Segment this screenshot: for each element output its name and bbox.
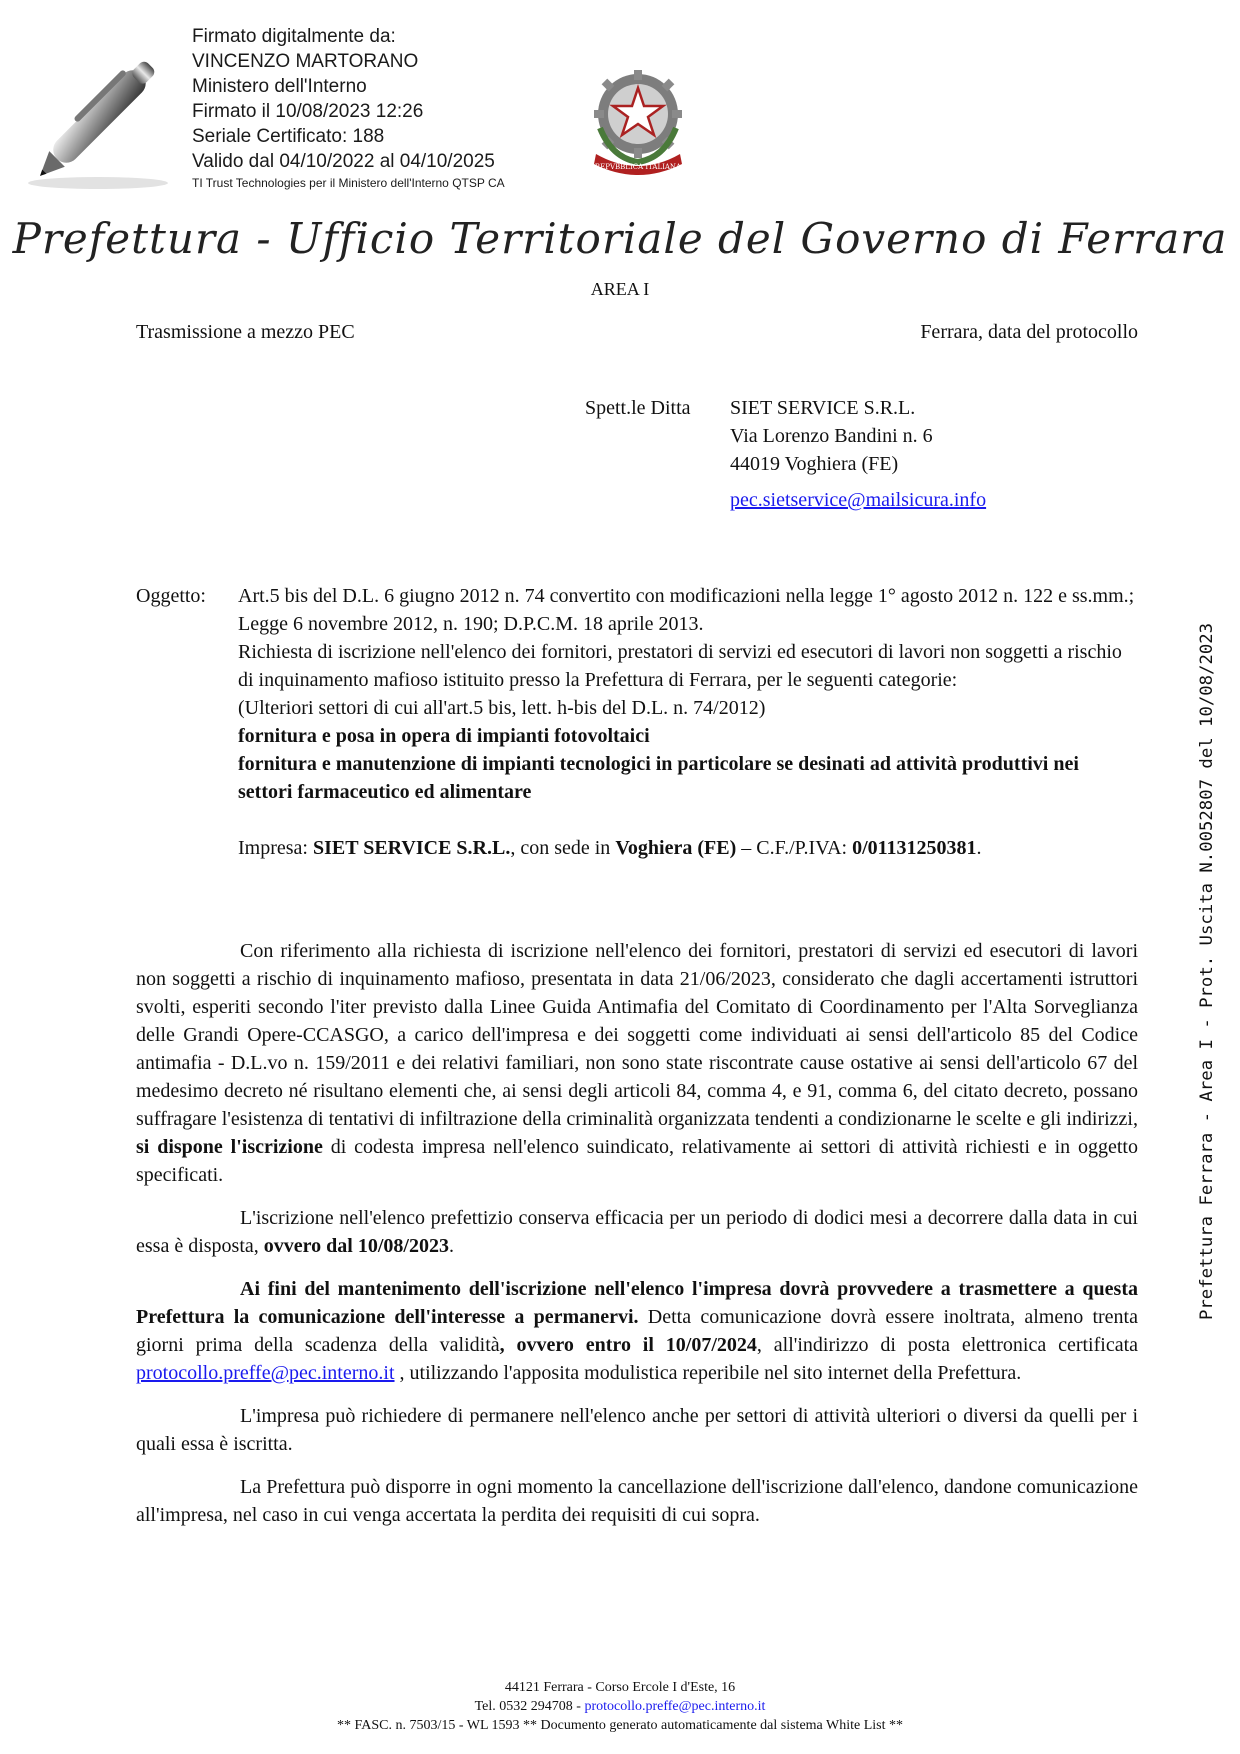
company-name: SIET SERVICE S.R.L. <box>312 837 511 859</box>
body-paragraph-1: Con riferimento alla richiesta di iscrizione nell'elenco dei fornitori, prestatori di servizi ed esecutori di lavori non soggetti a rischio di inquinamento mafioso, presentata in data 21/06/2023, considerato che dagli accertamenti istruttori svolti, esperiti secondo l'iter previsto dalla Linee Guida Antimafia del Comitato di Coordinamento per l'Alta Sorveglianza delle Grandi Opere-CCASGO, a carico dell'impresa e dei soggetti come individuati ai sensi dell'articolo 85 del Codice antimafia - D.L.vo n. 159/2011 e dei relativi familiari, non sono state riscontrate cause ostative ai sensi dell'articolo 67 del medesimo decreto né risultano elementi che, ai sensi degli articoli 84, comma 4, e 91, comma 6, del citato decreto, possano suffragare l'esistenza di tentativi di infiltrazione della criminalità organizzata tendenti a condizionarne le scelte e gli indirizzi, si dispone l'iscrizione di codesta impresa nell'elenco suindicato, relativamente ai settori di attività richiesti e in oggetto specificati. <box>136 940 1138 1186</box>
subject-label: Oggetto: <box>136 585 206 607</box>
certificate-serial: Seriale Certificato: 188 <box>192 126 385 147</box>
footer-email-link[interactable]: protocollo.preffe@pec.interno.it <box>584 1699 766 1714</box>
certificate-authority: TI Trust Technologies per il Ministero dell'Interno QTSP CA <box>192 176 505 190</box>
footer-note: ** FASC. n. 7503/15 - WL 1593 ** Documento generato automaticamente dal sistema White List ** <box>337 1718 903 1733</box>
body-paragraph-5: La Prefettura può disporre in ogni momento la cancellazione dell'iscrizione dall'elenco, dandone comunicazione all'impresa, nel caso in cui venga accertata la perdita dei requisiti di cui sopra. <box>136 1476 1138 1526</box>
area-label: AREA I <box>590 279 650 299</box>
body-paragraph-3: Ai fini del mantenimento dell'iscrizione nell'elenco l'impresa dovrà provvedere a trasmettere a questa Prefettura la comunicazione dell'interesse a permanervi. Detta comunicazione dovrà essere inoltrata, almeno trenta giorni prima della scadenza della validità, ovvero entro il 10/07/2024, all'indirizzo di posta elettronica certificata protocollo.preffe@pec.interno.it , utilizzando l'apposita modulistica reperibile nel sito internet della Prefettura. <box>136 1278 1139 1384</box>
footer-address: 44121 Ferrara - Corso Ercole I d'Este, 16 <box>504 1680 736 1695</box>
subject-sectors-intro: (Ulteriori settori di cui all'art.5 bis, lett. h-bis del D.L. n. 74/2012) <box>238 697 766 719</box>
recipient-city: 44019 Voghiera (FE) <box>730 453 899 475</box>
signer-name: VINCENZO MARTORANO <box>192 51 419 72</box>
letter-body <box>136 937 1138 1544</box>
recipient-label: Spett.le Ditta <box>585 397 691 419</box>
office-title: Prefettura - Ufficio Territoriale del Governo di Ferrara <box>12 214 1228 263</box>
signature-date: Firmato il 10/08/2023 12:26 <box>192 101 424 122</box>
digital-signature-block <box>192 24 505 192</box>
protocol-stamp: Prefettura Ferrara - Area I - Prot. Uscita N.0052807 del 10/08/2023 <box>1197 622 1217 1320</box>
subject-category-1: fornitura e posa in opera di impianti fotovoltaici <box>238 725 650 747</box>
company-vat: 0/01131250381 <box>852 837 977 859</box>
subject-company-line: Impresa: SIET SERVICE S.R.L., con sede in Voghiera (FE) – C.F./P.IVA: 0/01131250381. <box>238 837 982 859</box>
transmission-method: Trasmissione a mezzo PEC <box>136 321 355 343</box>
italian-republic-emblem-icon <box>582 66 694 178</box>
company-city: Voghiera (FE) <box>615 837 737 859</box>
svg-text:REPVBBLICA ITALIANA: REPVBBLICA ITALIANA <box>594 163 682 171</box>
place-date: Ferrara, data del protocollo <box>920 321 1138 343</box>
signature-heading: Firmato digitalmente da: <box>192 26 396 47</box>
subject-block <box>238 582 1138 862</box>
signer-organization: Ministero dell'Interno <box>192 76 367 97</box>
subject-request: Richiesta di iscrizione nell'elenco dei fornitori, prestatori di servizi ed esecutori di lavori non soggetti a rischio di inquinamento mafioso istituito presso la Prefettura di Ferrara, per le seguenti categorie: <box>238 641 1122 691</box>
body-paragraph-4: L'impresa può richiedere di permanere nell'elenco anche per settori di attività ulteriori o diversi da quelli per i quali essa è iscritta. <box>136 1405 1138 1455</box>
page-footer <box>0 1678 1240 1735</box>
recipient-name: SIET SERVICE S.R.L. <box>730 397 916 419</box>
footer-contacts: Tel. 0532 294708 - protocollo.preffe@pec.interno.it <box>474 1699 766 1714</box>
recipient-street: Via Lorenzo Bandini n. 6 <box>730 425 933 447</box>
subject-category-2: fornitura e manutenzione di impianti tecnologici in particolare se desinati ad attività produttivi nei settori farmaceutico ed alimentare <box>238 753 1079 803</box>
signature-pen-icon <box>18 28 188 198</box>
prefecture-pec-link[interactable]: protocollo.preffe@pec.interno.it <box>136 1362 395 1384</box>
subject-legal-reference: Art.5 bis del D.L. 6 giugno 2012 n. 74 convertito con modificazioni nella legge 1° agosto 2012 n. 122 e ss.mm.; Legge 6 novembre 2012, n. 190; D.P.C.M. 18 aprile 2013. <box>238 585 1135 635</box>
recipient-pec-link[interactable]: pec.sietservice@mailsicura.info <box>730 489 987 511</box>
recipient-address <box>730 394 986 514</box>
certificate-validity: Valido dal 04/10/2022 al 04/10/2025 <box>192 151 495 172</box>
body-paragraph-2: L'iscrizione nell'elenco prefettizio conserva efficacia per un periodo di dodici mesi a decorrere dalla data in cui essa è disposta, ovvero dal 10/08/2023. <box>136 1207 1138 1257</box>
